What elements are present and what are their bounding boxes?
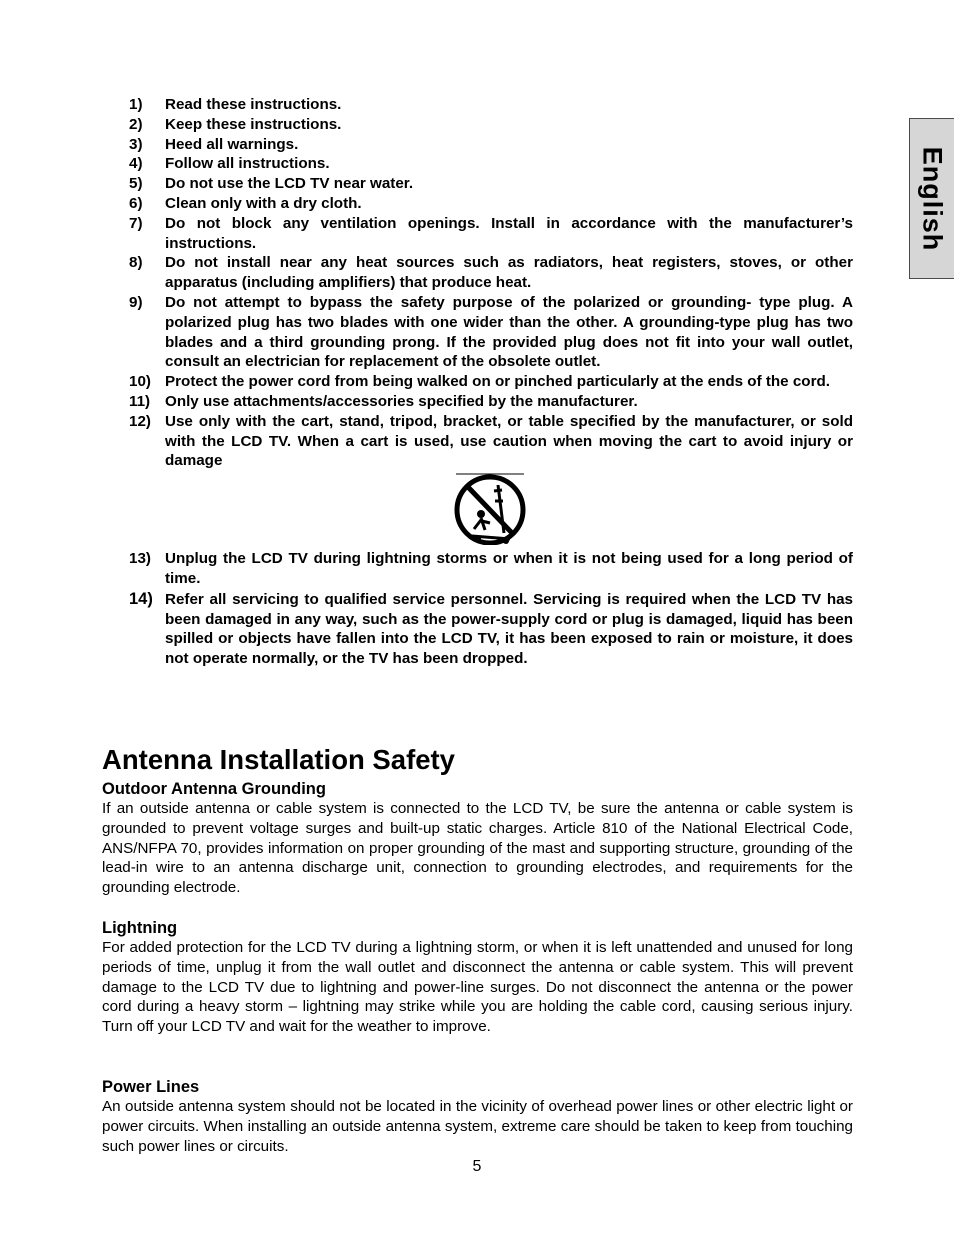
item-number: 10) bbox=[129, 373, 151, 391]
list-item bbox=[102, 412, 853, 471]
list-item bbox=[102, 115, 853, 135]
item-text: Do not use the LCD TV near water. bbox=[165, 175, 414, 193]
list-item bbox=[102, 194, 853, 214]
power-lines-section bbox=[102, 1077, 853, 1156]
item-text: Clean only with a dry cloth. bbox=[165, 194, 362, 212]
item-number: 9) bbox=[129, 293, 143, 311]
list-item bbox=[102, 549, 853, 589]
lightning-heading: Lightning bbox=[102, 919, 178, 937]
grounding-heading: Outdoor Antenna Grounding bbox=[102, 780, 326, 798]
item-text: Use only with the cart, stand, tripod, bracket, or table specified by the manufacturer, or sold with the LCD TV. When a cart is used, use caution when moving the cart to avoid injury or damage bbox=[165, 412, 853, 470]
safety-instructions-list bbox=[102, 95, 853, 669]
item-number: 2) bbox=[129, 115, 143, 133]
grounding-text: If an outside antenna or cable system is connected to the LCD TV, be sure the antenna or cable system is grounded to prevent voltage surges and built-up static charges. Article 810 of the National Electrical Code, ANS/NFPA 70, provides information on proper grounding of the mast and supporting structure, grounding of the lead-in wire to an antenna discharge unit, connection to grounding electrodes, and requirements for the grounding electrode. bbox=[102, 800, 853, 897]
item-text: Read these instructions. bbox=[165, 96, 342, 113]
power-lines-heading: Power Lines bbox=[102, 1078, 200, 1096]
item-number: 12) bbox=[129, 412, 151, 430]
list-item bbox=[102, 293, 853, 372]
list-item bbox=[102, 174, 853, 194]
page-number: 5 bbox=[472, 1158, 482, 1175]
list-item bbox=[102, 135, 853, 155]
item-number: 6) bbox=[129, 194, 143, 212]
item-text: Do not block any ventilation openings. Install in accordance with the manufacturer’s instructions. bbox=[165, 214, 853, 252]
power-lines-text: An outside antenna system should not be located in the vicinity of overhead power lines or other electric light or power circuits. When installing an outside antenna system, extreme care should be taken to keep from touching such power lines or circuits. bbox=[102, 1098, 853, 1155]
list-item bbox=[102, 214, 853, 254]
list-item bbox=[102, 372, 853, 392]
item-number: 11) bbox=[129, 392, 151, 410]
cart-tip-over-warning-icon bbox=[454, 473, 526, 545]
item-number: 14) bbox=[129, 589, 153, 608]
item-text: Heed all warnings. bbox=[165, 135, 299, 153]
item-number: 4) bbox=[129, 155, 143, 173]
list-item bbox=[102, 154, 853, 174]
lightning-text: For added protection for the LCD TV during a lightning storm, or when it is left unattended and unused for long periods of time, unplug it from the wall outlet and disconnect the antenna or cable system. This will prevent damage to the LCD TV due to lightning and power-line surges. Do not disconnect the antenna or the power cord during a heavy storm – lightning may strike while you are holding the cable cord, causing serious injury. Turn off your LCD TV and wait for the weather to improve. bbox=[102, 939, 853, 1036]
item-text: Only use attachments/accessories specified by the manufacturer. bbox=[165, 392, 638, 410]
item-number: 7) bbox=[129, 214, 143, 232]
item-number: 1) bbox=[129, 96, 143, 113]
item-text: Unplug the LCD TV during lightning storms or when it is not being used for a long period of time. bbox=[165, 550, 853, 587]
list-item bbox=[102, 590, 853, 669]
list-item bbox=[102, 253, 853, 293]
lightning-section bbox=[102, 918, 853, 1037]
item-text: Follow all instructions. bbox=[165, 155, 330, 173]
language-tab-label: English bbox=[917, 146, 948, 251]
language-tab bbox=[909, 118, 954, 279]
item-number: 8) bbox=[129, 254, 143, 272]
grounding-section bbox=[102, 779, 853, 898]
item-text: Protect the power cord from being walked on or pinched particularly at the ends of the cord. bbox=[165, 373, 830, 391]
item-text: Refer all servicing to qualified service personnel. Servicing is required when the LCD TV has been damaged in any way, such as the power-supply cord or plug is damaged, liquid has been spilled or objects have fallen into the LCD TV, it has been exposed to rain or moisture, it does not operate normally, or the TV has been dropped. bbox=[165, 590, 853, 668]
item-number: 13) bbox=[129, 550, 151, 568]
item-text: Do not install near any heat sources such as radiators, heat registers, stoves, or other apparatus (including amplifiers) that produce heat. bbox=[165, 254, 853, 292]
item-text: Do not attempt to bypass the safety purpose of the polarized or grounding- type plug. A polarized plug has two blades with one wider than the other. A grounding-type plug has two blades and a third grounding prong. If the provided plug does not fit into your wall outlet, consult an electrician for replacement of the obsolete outlet. bbox=[165, 293, 853, 371]
item-number: 5) bbox=[129, 175, 143, 193]
item-number: 3) bbox=[129, 135, 143, 153]
list-item bbox=[102, 95, 853, 115]
section-title: Antenna Installation Safety bbox=[102, 744, 455, 775]
item-text: Keep these instructions. bbox=[165, 115, 342, 133]
list-item bbox=[102, 392, 853, 412]
cart-warning-figure bbox=[102, 471, 853, 549]
